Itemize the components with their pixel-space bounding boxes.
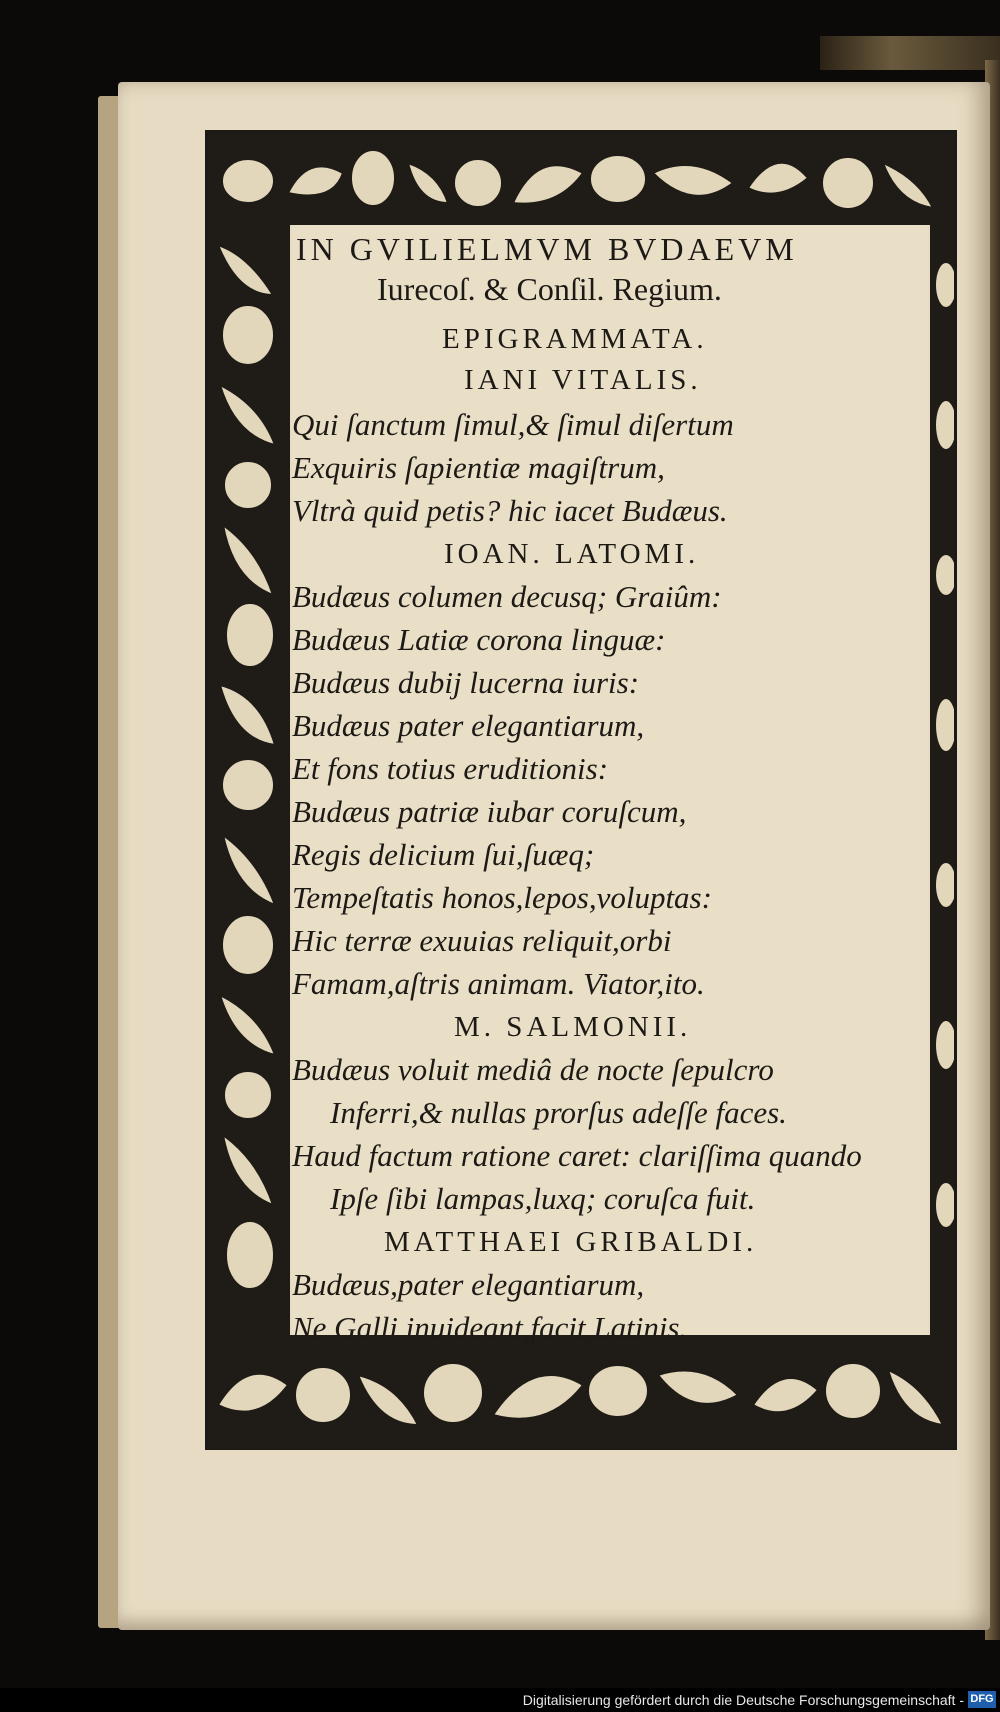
poem-line: Hic terræ exuuias reliquit,orbi (292, 923, 672, 958)
poem-line: Tempeſtatis honos,lepos,voluptas: (292, 880, 712, 915)
poem-line: Budæus dubij lucerna iuris: (292, 665, 640, 700)
poem-line: Budæus pater elegantiarum, (292, 708, 645, 743)
poem-line: Vltrà quid petis? hic iacet Budæus. (292, 493, 728, 528)
poem-line: Qui ſanctum ſimul,& ſimul diſertum (292, 407, 734, 442)
poem-author: M. SALMONII. (454, 1011, 692, 1043)
heading-line-1: IN GVILIELMVM BVDAEVM (296, 231, 798, 267)
poem-author: MATTHAEI GRIBALDI. (384, 1226, 758, 1258)
poem-line: Regis delicium ſui,ſuæq; (292, 837, 595, 872)
poem-line: Inferri,& nullas prorſus adeſſe faces. (330, 1095, 787, 1130)
poem-line: Exquiris ſapientiæ magiſtrum, (292, 450, 665, 485)
poem-author: IANI VITALIS. (464, 364, 702, 396)
poem-line: Budæus patriæ iubar coruſcum, (292, 794, 687, 829)
heading-line-2: Iurecoſ. & Conſil. Regium. (377, 271, 722, 307)
poem-line: Budæus voluit mediâ de nocte ſepulcro (292, 1052, 774, 1087)
poem-author: IOAN. LATOMI. (444, 538, 700, 570)
poem-line: Budæus columen decusq; Graiûm: (292, 579, 722, 614)
poem-line: Et fons totius eruditionis: (292, 751, 609, 786)
dfg-logo: DFG (968, 1691, 996, 1708)
poem-line: Famam,aſtris animam. Viator,ito. (292, 966, 705, 1001)
poem-line: Budæus,pater elegantiarum, (292, 1267, 645, 1302)
poem-line: Ipſe ſibi lampas,luxq; coruſca fuit. (330, 1181, 756, 1216)
poem-line: Ne Galli inuideant,facit,Latinis. (292, 1310, 688, 1345)
section-title: EPIGRAMMATA. (442, 323, 708, 355)
poem-line: Haud factum ratione caret: clariſſima quando (292, 1138, 862, 1173)
book-edge-top (820, 36, 1000, 70)
footer-credit: Digitalisierung gefördert durch die Deutsche Forschungsgemeinschaft - (522, 1692, 964, 1708)
poem-line: Budæus Latiæ corona linguæ: (292, 622, 666, 657)
text-block (292, 225, 928, 1345)
